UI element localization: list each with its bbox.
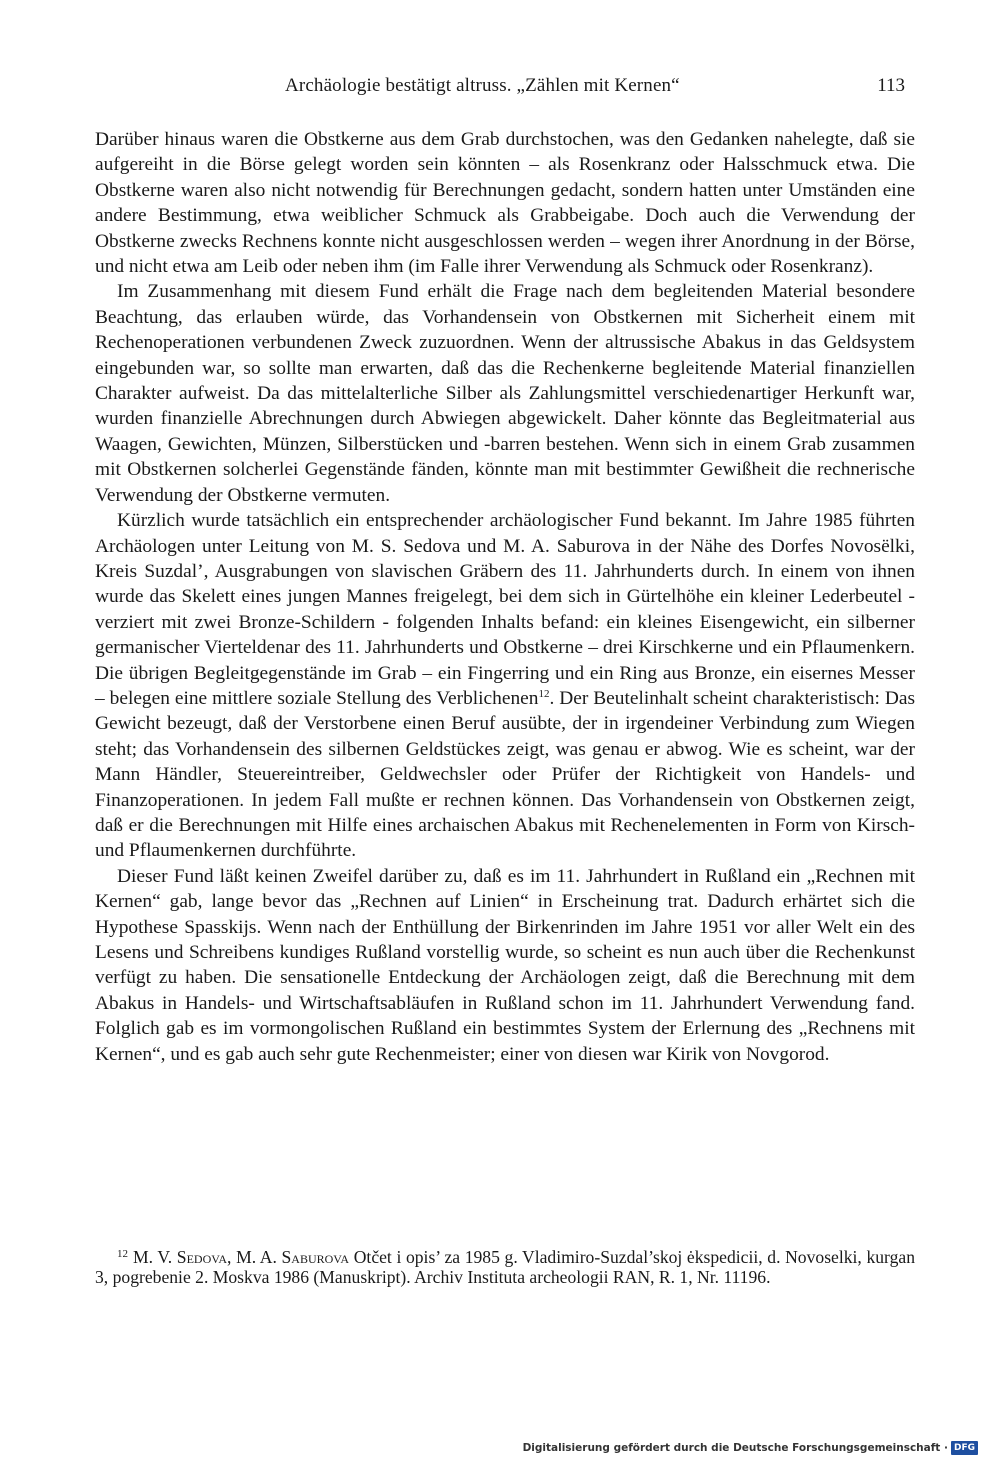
footnote-reference[interactable]: 12 xyxy=(538,687,550,700)
paragraph-2: Im Zusammenhang mit diesem Fund erhält die Frage nach dem begleitenden Material besondere Beachtung, das erlauben würde, das Vorhandensein von Obstkernen mit Sicherheit einem mit Rechenoperationen verbundenen Zweck zuzuordnen. Wenn der altrussische Abakus in das Geldsystem eingebunden war, so sollte man erwarten, daß das die Rechenkerne begleitende Material finanziellen Charakter aufweist. Da das mittelalterliche Silber als Zahlungsmittel verschiedenartiger Herkunft war, wurden finanzielle Abrechnungen durch Abwiegen abgewickelt. Daher könnte das Begleitmaterial aus Waagen, Gewichten, Münzen, Silberstücken und -barren bestehen. Wenn sich in einem Grab zusammen mit Obstkernen solcherlei Gegenstände fänden, könnte man mit bestimmter Gewißheit die rechnerische Verwendung der Obstkerne vermuten. xyxy=(95,281,915,506)
digitization-credit xyxy=(523,1441,978,1455)
footnote-author-2: M. A. Saburova xyxy=(236,1247,350,1267)
body-text xyxy=(95,127,915,1067)
paragraph-4: Dieser Fund läßt keinen Zweifel darüber zu, daß es im 11. Jahrhundert in Rußland ein „Rechnen mit Kernen“ gab, lange bevor das „Rechnen auf Linien“ in Erscheinung trat. Dadurch erhärtet sich die Hypothese Spasskijs. Wenn nach der Enthüllung der Birkenrinden im Jahre 1951 vor aller Welt ein des Lesens und Schreibens kundiges Rußland vorstellig wurde, so scheint es nun auch über die Rechenkunst verfügt zu haben. Die sensationelle Entdeckung der Archäologen zeigt, daß die Berechnung mit dem Abakus in Handels- und Wirtschaftsabläufen in Rußland schon im 11. Jahrhundert Verwendung fand. Folglich gab es im vormongolischen Rußland ein bestimmtes System der Erlernung des „Rechnens mit Kernen“, und es gab auch sehr gute Rechenmeister; einer von diesen war Kirik von Novgorod. xyxy=(95,865,915,1065)
footnote-author-1: M. V. Sedova xyxy=(133,1247,228,1267)
footnote xyxy=(95,1244,915,1287)
paragraph-3 xyxy=(95,508,915,864)
credit-text: Digitalisierung gefördert durch die Deutsche Forschungsgemeinschaft · xyxy=(522,1442,948,1454)
footnote-number: 12 xyxy=(117,1248,128,1260)
footnote-text: Otčet i opis’ za 1985 g. Vladimiro-Suzdal’skoj ėkspedicii, d. Novoselki, kurgan 3, pogrebenie 2. Moskva 1986 (Manuskript). Archiv Instituta archeologii RAN, R. 1, Nr. 11196. xyxy=(95,1247,915,1287)
dfg-logo-icon: DFG xyxy=(951,1441,978,1455)
paragraph-1: Darüber hinaus waren die Obstkerne aus dem Grab durchstochen, was den Gedanken nahelegte, daß sie aufgereiht in die Börse gelegt worden sein könnten – als Rosenkranz oder Halsschmuck etwa. Die Obstkerne waren also nicht notwendig für Berechnungen gedacht, sondern hatten unter Umständen eine andere Bestimmung, etwa weiblicher Schmuck als Grabbeigabe. Doch auch die Verwendung der Obstkerne zwecks Rechnens konnte nicht ausgeschlossen werden – wegen ihrer Anordnung in der Börse, und nicht etwa am Leib oder neben ihm (im Falle ihrer Verwendung als Schmuck oder Rosenkranz). xyxy=(95,129,915,278)
paragraph-3-continuation: . Der Beutelinhalt scheint charakteristisch: Das Gewicht bezeugt, daß der Verstorbene einen Beruf ausübte, der in irgendeiner Verbindung zum Wiegen steht; das Vorhandensein des silbernen Geldstückes zeigt, was genau er abwog. Wie es scheint, war der Mann Händler, Steuereintreiber, Geldwechsler oder Prüfer der Richtigkeit von Handels- und Finanzoperationen. In jedem Fall mußte er rechnen können. Das Vorhandensein von Obstkernen zeigt, daß er die Berechnungen mit Hilfe eines archaischen Abakus mit Rechenelementen in Form von Kirsch- und Pflaumenkernen durchführte. xyxy=(95,687,915,862)
running-title: Archäologie bestätigt altruss. „Zählen mit Kernen“ xyxy=(285,75,680,96)
page-number: 113 xyxy=(877,75,905,96)
paragraph-3-text: Kürzlich wurde tatsächlich ein entsprechender archäologischer Fund bekannt. Im Jahre 1985 führten Archäologen unter Leitung von M. S. Sedova und M. A. Saburova in der Nähe des Dorfes Novosëlki, Kreis Suzdal’, Ausgrabungen von slavischen Gräbern des 11. Jahrhunderts durch. In einem von ihnen wurde das Skelett eines jungen Mannes freigelegt, bei dem sich in Gürtelhöhe ein kleiner Lederbeutel - verziert mit zwei Bronze-Schildern - folgenden Inhalts befand: ein kleines Eisengewicht, ein silberner germanischer Vierteldenar des 11. Jahrhunderts und Obstkerne – drei Kirschkerne und ein Pflaumenkern. Die übrigen Begleitgegenstände im Grab – ein Fingerring und ein Ring aus Bronze, ein eisernes Messer – belegen eine mittlere soziale Stellung des Verblichenen xyxy=(95,510,915,709)
footnote-author-separator: , xyxy=(227,1247,237,1267)
